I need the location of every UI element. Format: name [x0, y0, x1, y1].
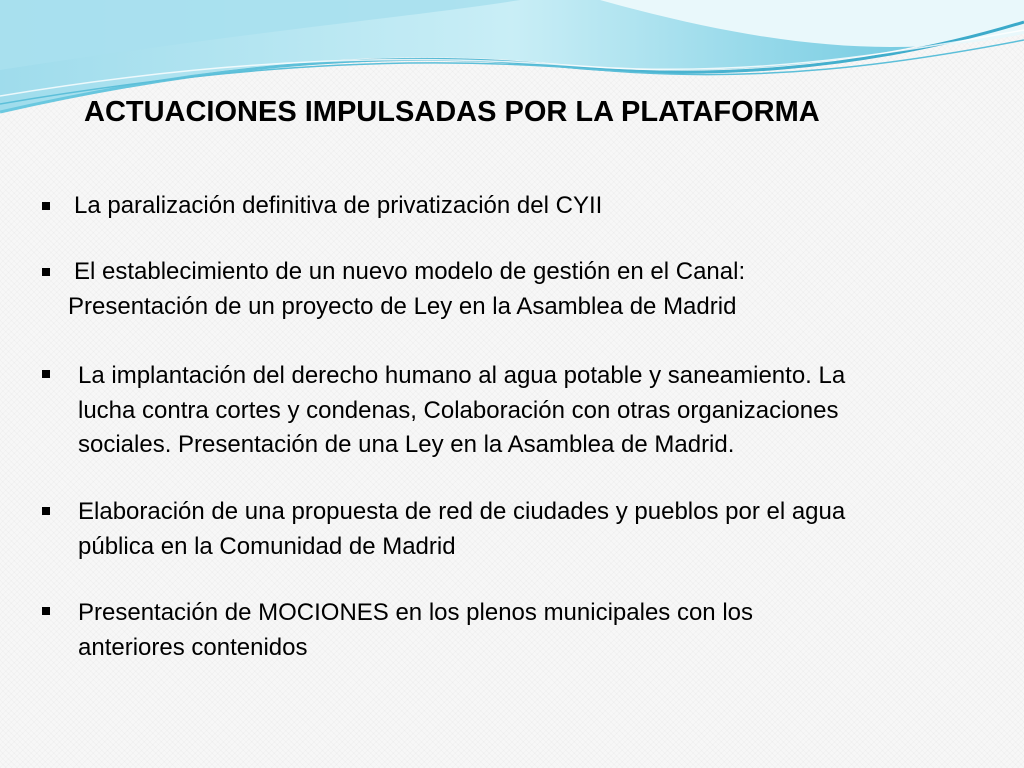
bullet-text-line: Presentación de MOCIONES en los plenos municipales con los	[78, 599, 753, 626]
bullet-text-line: Presentación de un proyecto de Ley en la Asamblea de Madrid	[68, 293, 737, 320]
slide-title: ACTUACIONES IMPULSADAS POR LA PLATAFORMA	[84, 96, 820, 128]
square-bullet-icon	[42, 370, 50, 378]
bullet-text-line: pública en la Comunidad de Madrid	[78, 533, 456, 560]
bullet-text-line: Elaboración de una propuesta de red de ciudades y pueblos por el agua	[78, 498, 846, 525]
square-bullet-icon	[42, 507, 50, 515]
bullet-text-line: La implantación del derecho humano al agua potable y saneamiento. La	[78, 362, 846, 389]
square-bullet-icon	[42, 268, 50, 276]
bullet-text-line: sociales. Presentación de una Ley en la Asamblea de Madrid.	[78, 431, 735, 458]
square-bullet-icon	[42, 607, 50, 615]
bullet-text-line: La paralización definitiva de privatización del CYII	[74, 192, 603, 219]
square-bullet-icon	[42, 202, 50, 210]
bullet-text-line: lucha contra cortes y condenas, Colaboración con otras organizaciones	[78, 397, 839, 424]
bullet-text-line: El establecimiento de un nuevo modelo de gestión en el Canal:	[74, 258, 746, 285]
bullet-text-line: anteriores contenidos	[78, 634, 308, 661]
